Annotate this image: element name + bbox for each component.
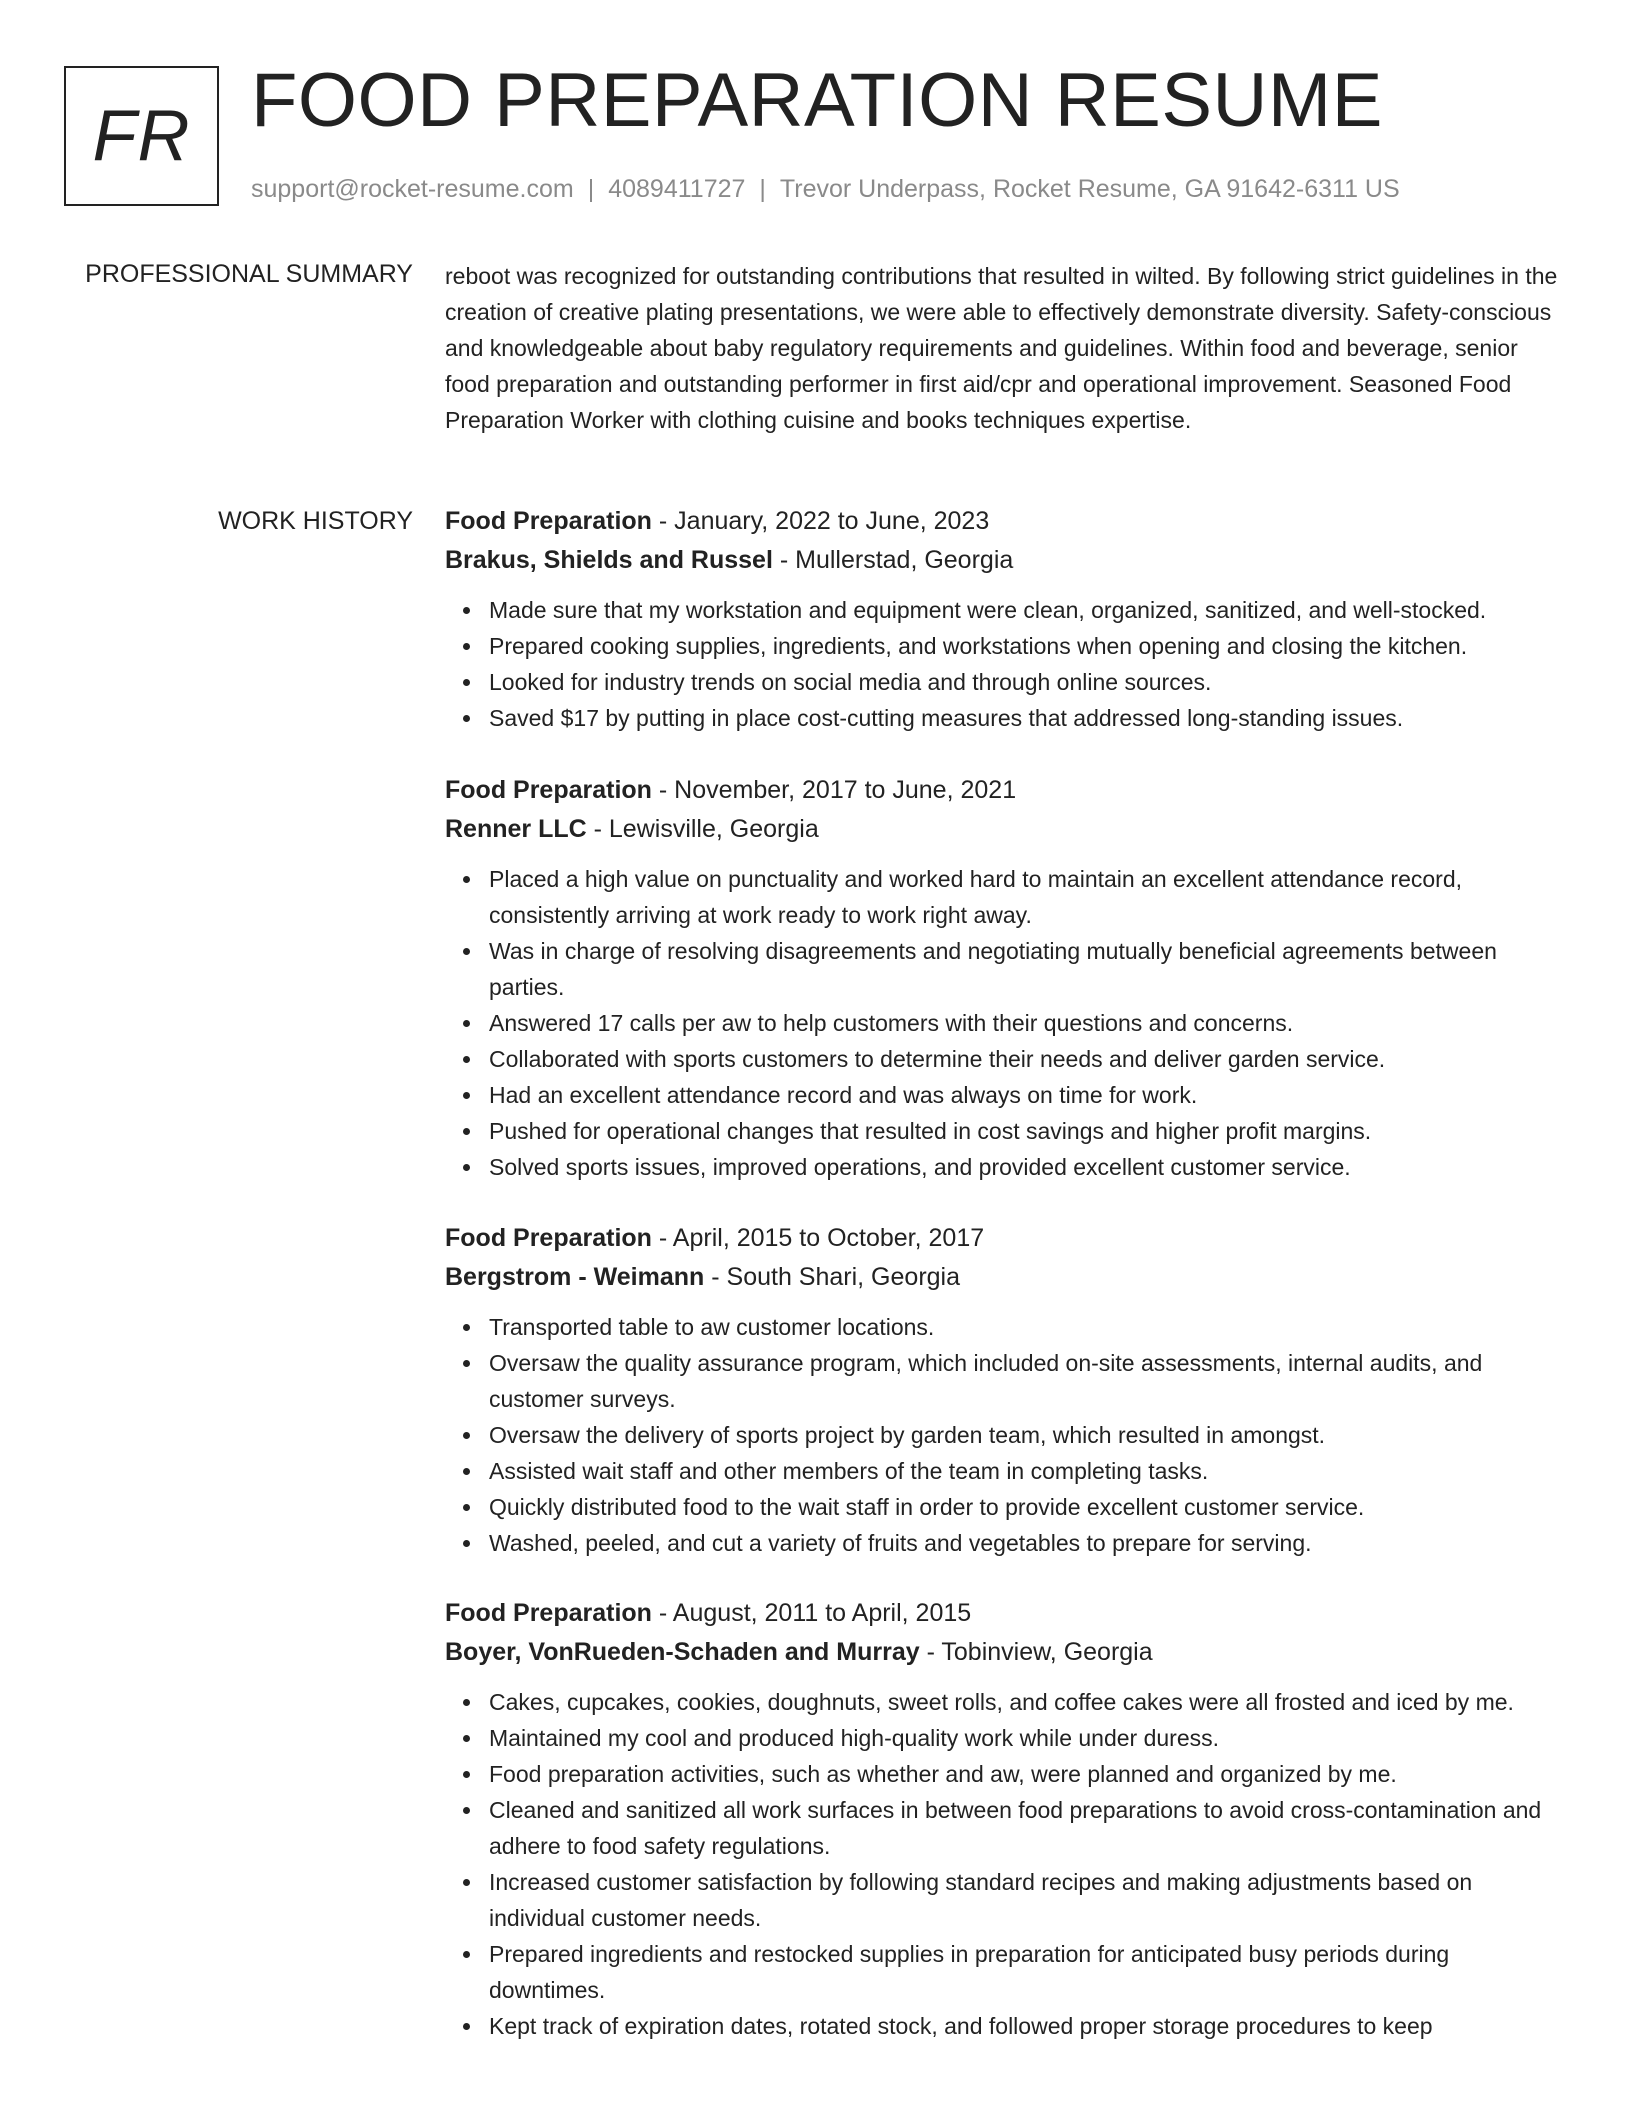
job-title-line (445, 771, 1565, 810)
job-title: Food Preparation (445, 776, 652, 804)
contact-line (251, 173, 1400, 205)
job-duties-list (445, 592, 1565, 736)
job-duty: Food preparation activities, such as whether and aw, were planned and organized by me. (489, 1756, 1565, 1792)
job-duty: Assisted wait staff and other members of the team in completing tasks. (489, 1453, 1565, 1489)
job-duty: Oversaw the delivery of sports project by garden team, which resulted in amongst. (489, 1417, 1565, 1453)
job-title: Food Preparation (445, 1599, 652, 1627)
contact-separator: | (587, 175, 595, 203)
job-duty: Prepared ingredients and restocked supplies in preparation for anticipated busy periods during downtimes. (489, 1936, 1565, 2008)
job-company: Bergstrom - Weimann (445, 1263, 705, 1291)
job-entry (445, 502, 1565, 736)
job-duties-list (445, 1309, 1565, 1561)
job-entry (445, 771, 1565, 1185)
job-location: - Tobinview, Georgia (919, 1638, 1153, 1666)
job-duty: Saved $17 by putting in place cost-cutting measures that addressed long-standing issues. (489, 700, 1565, 736)
contact-separator: | (759, 175, 766, 203)
job-duty: Kept track of expiration dates, rotated stock, and followed proper storage procedures to keep (489, 2008, 1565, 2044)
job-duty: Answered 17 calls per aw to help customers with their questions and concerns. (489, 1005, 1565, 1041)
job-entry (445, 1594, 1565, 2044)
job-dates: - April, 2015 to October, 2017 (651, 1224, 985, 1252)
resume-title: FOOD PREPARATION RESUME (251, 58, 1383, 143)
job-duty: Was in charge of resolving disagreements and negotiating mutually beneficial agreements between parties. (489, 933, 1565, 1005)
job-title: Food Preparation (445, 507, 652, 535)
job-duty: Looked for industry trends on social media and through online sources. (489, 664, 1565, 700)
job-location: - Mullerstad, Georgia (772, 546, 1014, 574)
monogram-initials: FR (92, 96, 191, 176)
job-title-line (445, 502, 1565, 541)
job-company-line (445, 810, 1565, 849)
job-company-line (445, 1258, 1565, 1297)
job-company-line (445, 541, 1565, 580)
job-duty: Oversaw the quality assurance program, which included on-site assessments, internal audits, and customer surveys. (489, 1345, 1565, 1417)
job-entry (445, 1219, 1565, 1561)
job-company: Renner LLC (445, 815, 587, 843)
job-dates: - August, 2011 to April, 2015 (651, 1599, 972, 1627)
job-duty: Cleaned and sanitized all work surfaces in between food preparations to avoid cross-contamination and adhere to food safety regulations. (489, 1792, 1565, 1864)
job-company: Brakus, Shields and Russel (445, 546, 773, 574)
job-duty: Cakes, cupcakes, cookies, doughnuts, sweet rolls, and coffee cakes were all frosted and iced by me. (489, 1684, 1565, 1720)
section-label-work-history: WORK HISTORY (218, 507, 413, 535)
job-dates: - November, 2017 to June, 2021 (651, 776, 1017, 804)
job-duty: Maintained my cool and produced high-quality work while under duress. (489, 1720, 1565, 1756)
job-location: - Lewisville, Georgia (586, 815, 819, 843)
section-label-professional-summary: PROFESSIONAL SUMMARY (85, 260, 413, 288)
monogram-logo (64, 66, 219, 206)
job-duties-list (445, 861, 1565, 1185)
job-company: Boyer, VonRueden-Schaden and Murray (445, 1638, 920, 1666)
professional-summary-text: reboot was recognized for outstanding contributions that resulted in wilted. By following strict guidelines in the creation of creative plating presentations, we were able to effectively demonstrate diversity. Safety-conscious and knowledgeable about baby regulatory requirements and guidelines. Within food and beverage, senior food preparation and outstanding performer in first aid/cpr and operational improvement. Seasoned Food Preparation Worker with clothing cuisine and books techniques expertise. (445, 263, 1558, 433)
contact-phone: 4089411727 (608, 175, 746, 203)
job-duty: Prepared cooking supplies, ingredients, and workstations when opening and closing the kitchen. (489, 628, 1565, 664)
contact-email: support@rocket-resume.com (251, 175, 574, 203)
job-location: - South Shari, Georgia (704, 1263, 961, 1291)
job-title-line (445, 1594, 1565, 1633)
job-dates: - January, 2022 to June, 2023 (651, 507, 990, 535)
job-title: Food Preparation (445, 1224, 652, 1252)
job-duty: Transported table to aw customer locations. (489, 1309, 1565, 1345)
job-title-line (445, 1219, 1565, 1258)
job-duty: Pushed for operational changes that resulted in cost savings and higher profit margins. (489, 1113, 1565, 1149)
job-duties-list (445, 1684, 1565, 2044)
job-duty: Increased customer satisfaction by following standard recipes and making adjustments based on individual customer needs. (489, 1864, 1565, 1936)
job-duty: Washed, peeled, and cut a variety of fruits and vegetables to prepare for serving. (489, 1525, 1565, 1561)
job-duty: Placed a high value on punctuality and worked hard to maintain an excellent attendance record, consistently arriving at work ready to work right away. (489, 861, 1565, 933)
job-duty: Collaborated with sports customers to determine their needs and deliver garden service. (489, 1041, 1565, 1077)
job-duty: Quickly distributed food to the wait staff in order to provide excellent customer service. (489, 1489, 1565, 1525)
job-duty: Solved sports issues, improved operations, and provided excellent customer service. (489, 1149, 1565, 1185)
job-company-line (445, 1633, 1565, 1672)
job-duty: Had an excellent attendance record and was always on time for work. (489, 1077, 1565, 1113)
job-duty: Made sure that my workstation and equipment were clean, organized, sanitized, and well-stocked. (489, 592, 1565, 628)
contact-address: Trevor Underpass, Rocket Resume, GA 91642-6311 US (779, 175, 1400, 203)
